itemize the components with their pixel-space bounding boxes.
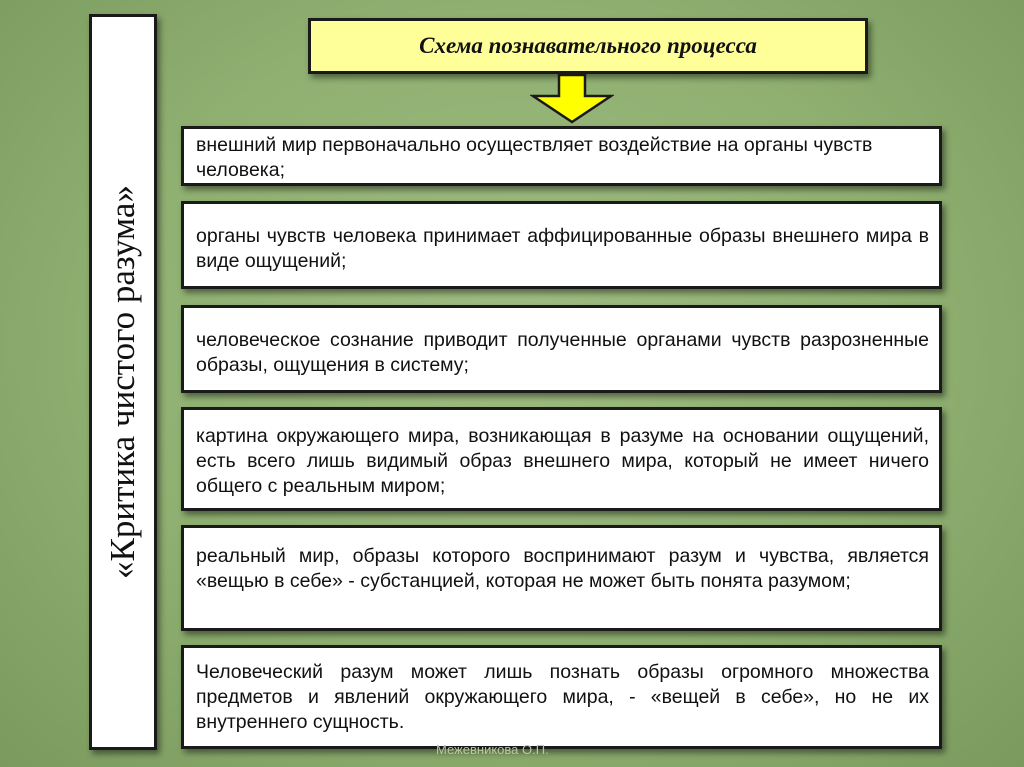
process-step-2: органы чувств человека принимает аффицированные образы внешнего мира в виде ощущений;	[181, 201, 942, 289]
process-step-3: человеческое сознание приводит полученные органами чувств разрозненные образы, ощущения в систему;	[181, 305, 942, 393]
side-label-text: «Критика чистого разума»	[103, 185, 142, 579]
process-step-6: Человеческий разум может лишь познать образы огромного множества предметов и явлений окружающего мира, - «вещей в себе», но не их внутреннего сущность.	[181, 645, 942, 749]
diagram-title: Схема познавательного процесса	[419, 33, 757, 58]
process-step-1: внешний мир первоначально осуществляет воздействие на органы чувств человека;	[181, 126, 942, 186]
side-label-panel	[89, 14, 157, 750]
process-step-4: картина окружающего мира, возникающая в разуме на основании ощущений, есть всего лишь видимый образ внешнего мира, который не имеет ничего общего с реальным миром;	[181, 407, 942, 511]
author-watermark: Межевникова О.П.	[436, 742, 549, 757]
process-step-5: реальный мир, образы которого воспринимают разум и чувства, является «вещью в себе» - субстанцией, которая не может быть понята разумом;	[181, 525, 942, 631]
diagram-title-box	[308, 18, 868, 74]
down-arrow-icon	[530, 74, 614, 124]
